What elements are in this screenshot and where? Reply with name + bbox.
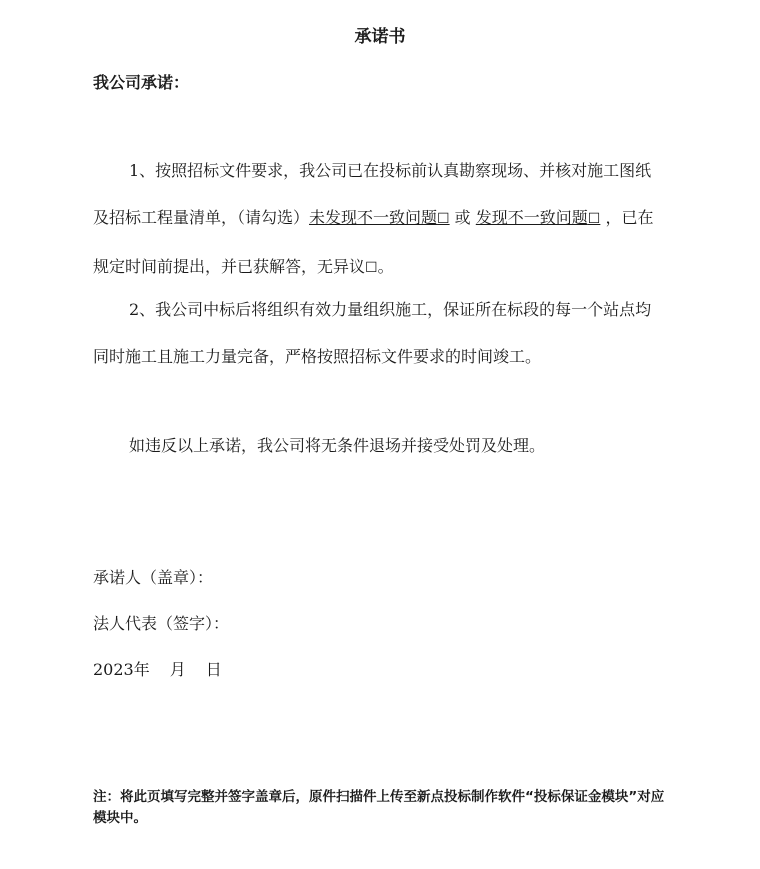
period: 。 xyxy=(377,257,394,276)
checkbox-no-inconsistency[interactable]: ☐ xyxy=(437,211,450,227)
footnote: 注：将此页填写完整并签字盖章后，原件扫描件上传至新点投标制作软件“投标保证金模块”对应模块中。 xyxy=(93,789,665,826)
violation-clause: 如违反以上承诺，我公司将无条件退场并接受处罚及处理。 xyxy=(129,436,546,455)
option-inconsistency-found[interactable] xyxy=(476,208,601,227)
legal-rep-signature-field: 法人代表（签字）： xyxy=(93,614,230,633)
date-year: 2023年 xyxy=(93,660,150,679)
date-day: 日 xyxy=(205,660,222,679)
commitment-heading: 我公司承诺： xyxy=(93,73,190,92)
page-title: 承诺书 xyxy=(354,27,406,47)
option-inconsistency-found-label: 发现不一致问题 xyxy=(475,208,588,227)
checkbox-no-objection[interactable]: ☐ xyxy=(365,260,378,276)
checkbox-inconsistency-found[interactable]: ☐ xyxy=(587,211,601,227)
commitment-item-1 xyxy=(93,147,663,292)
commitment-item-2: 2、我公司中标后将组织有效力量组织施工，保证所在标段的每一个站点均同时施工且施工力量完备，严格按照招标文件要求的时间竣工。 xyxy=(93,300,652,366)
item-1-lead: 1、按照招标文件要求，我公司已在投标前认真勘察现场、并核对施工图纸及招标工程量清单，（请勾选） xyxy=(93,161,652,227)
item-1-tail: ，已在规定时间前提出，并已获解答，无异议 xyxy=(93,208,654,276)
option-no-inconsistency-label: 未发现不一致问题 xyxy=(309,208,438,227)
or-text: 或 xyxy=(449,208,476,227)
option-no-inconsistency[interactable] xyxy=(309,208,450,227)
date-month: 月 xyxy=(169,660,186,679)
signatory-seal-field: 承诺人（盖章）： xyxy=(93,568,214,587)
date-line xyxy=(93,657,222,680)
